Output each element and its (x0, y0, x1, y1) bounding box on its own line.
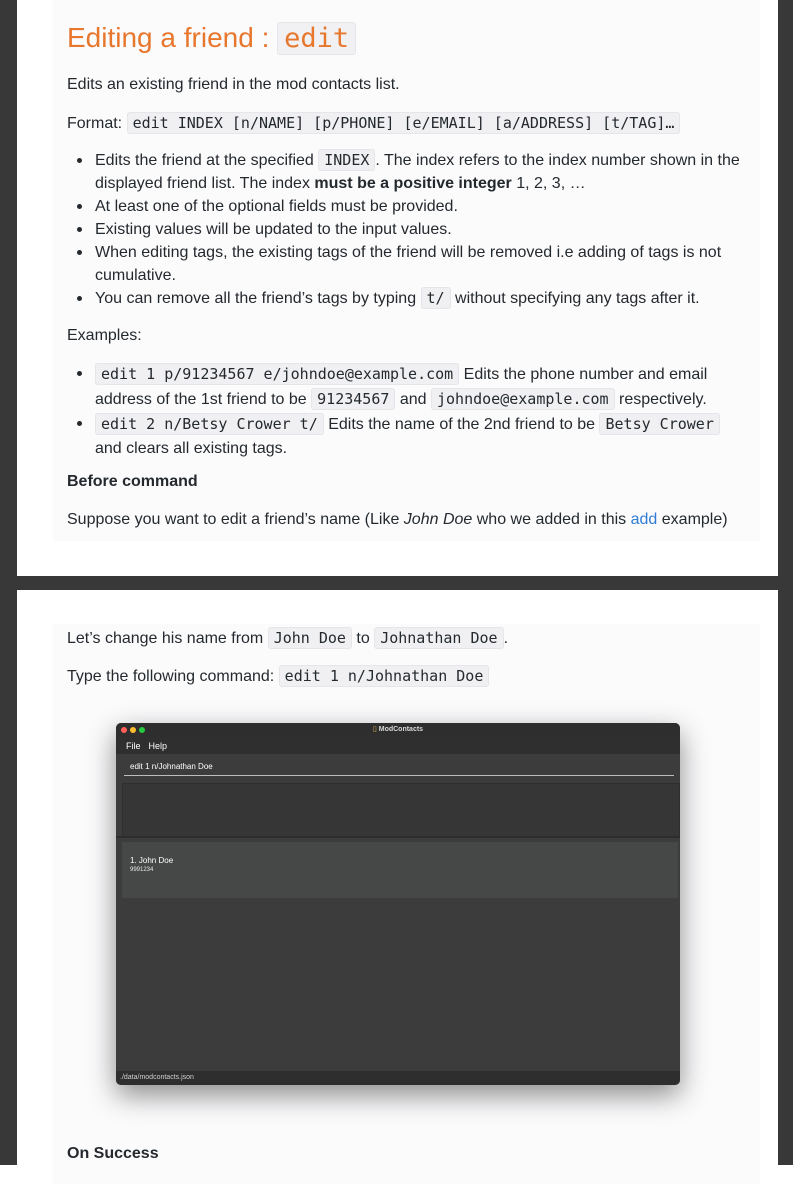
menu-help: Help (148, 740, 168, 751)
suppose-text: Suppose you want to edit a friend’s name (Like John Doe who we added in this add example) (67, 511, 728, 528)
intro-text: Edits an existing friend in the mod contacts list. (67, 76, 400, 93)
format-line (67, 113, 680, 134)
change-text: Let’s change his name from John Doe to Johnathan Doe . (67, 629, 509, 647)
status-bar: ./data/modcontacts.json (116, 1071, 680, 1085)
format-code: edit INDEX [n/NAME] [p/PHONE] [e/EMAIL] [a/ADDRESS] [t/TAG]… (127, 112, 681, 134)
page-top (17, 0, 778, 576)
person-card (122, 842, 678, 898)
list-item: Existing values will be updated to the input values. (67, 218, 747, 241)
title-bar (116, 723, 680, 737)
heading-text: Editing a friend : (67, 22, 278, 53)
section-heading (67, 20, 356, 57)
command-box: edit 1 n/Johnathan Doe (124, 758, 674, 776)
tag-code: t/ (421, 287, 451, 309)
page-bottom (17, 590, 778, 1165)
window-title: ▯ ModContacts (372, 726, 424, 733)
list-item: When editing tags, the existing tags of the friend will be removed i.e adding of tags is not cumulative. (67, 241, 747, 287)
app-icon: ▯ (372, 726, 377, 733)
before-command-heading: Before command (67, 473, 198, 490)
list-item: edit 2 n/Betsy Crower t/ Edits the name of the 2nd friend to be Betsy Crower and clears all existing tags. (67, 412, 747, 461)
list-item: Edits the friend at the specified INDEX . The index refers to the index number shown in the displayed friend list. The index must be a positive integer 1, 2, 3, … (67, 149, 747, 195)
list-item: edit 1 p/91234567 e/johndoe@example.com Edits the phone number and email address of the 1st friend to be 91234567 and johndoe@example.com respectively. (67, 362, 747, 412)
examples-label: Examples: (67, 327, 142, 344)
app-window-screenshot (116, 723, 680, 1085)
index-code: INDEX (318, 149, 375, 171)
on-success-heading: On Success (67, 1145, 159, 1162)
menu-file: File (126, 740, 141, 751)
list-item: At least one of the optional fields must be provided. (67, 195, 747, 218)
person-name: 1. John Doe (130, 856, 174, 865)
rules-list (67, 149, 747, 310)
heading-code: edit (277, 22, 356, 55)
divider (116, 836, 680, 838)
format-label: Format: (67, 115, 127, 132)
command-code: edit 1 n/Johnathan Doe (279, 665, 490, 687)
result-display (122, 783, 680, 837)
list-item: You can remove all the friend’s tags by typing t/ without specifying any tags after it. (67, 287, 747, 310)
type-command-text: Type the following command: edit 1 n/Johnathan Doe (67, 666, 489, 687)
examples-list (67, 362, 747, 461)
add-link[interactable]: add (630, 511, 658, 528)
person-phone: 9991234 (130, 867, 154, 873)
menu-bar (116, 737, 680, 754)
